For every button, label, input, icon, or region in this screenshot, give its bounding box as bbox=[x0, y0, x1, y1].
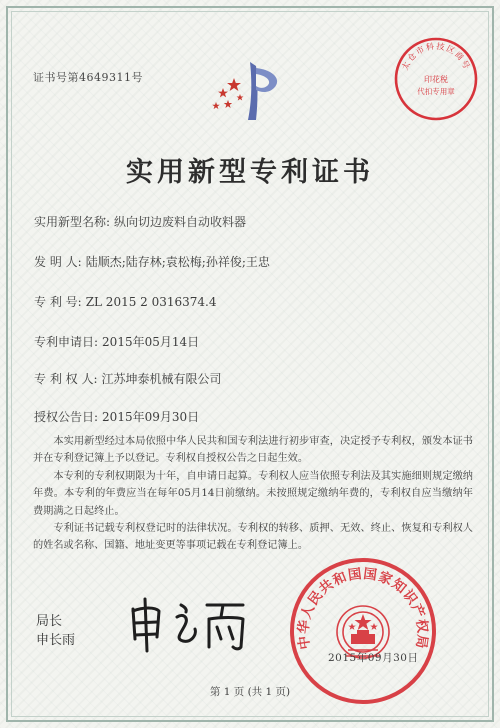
stamp-line-2: 代扣专用章 bbox=[417, 87, 455, 96]
patent-office-emblem-icon bbox=[200, 56, 300, 124]
field-value: 纵向切边废料自动收料器 bbox=[114, 215, 247, 229]
certificate-body bbox=[33, 433, 473, 555]
field-value: ZL 2015 2 0316374.4 bbox=[85, 295, 217, 309]
utility-model-name-row bbox=[34, 213, 246, 230]
stamp-ring-text: 太仓市科技区商号 bbox=[399, 40, 473, 72]
seal-ring-text: 中华人民共和国国家知识产权局 bbox=[295, 565, 431, 651]
certificate-number: 证书号第4649311号 bbox=[33, 71, 143, 84]
body-paragraph: 本实用新型经过本局依照中华人民共和国专利法进行初步审查，决定授予专利权，颁发本证书并在专利登记簿上予以登记。专利权自授权公告之日起生效。 bbox=[33, 436, 473, 465]
field-label: 专 利 号: bbox=[34, 295, 82, 309]
field-label: 实用新型名称: bbox=[34, 215, 111, 229]
field-label: 授权公告日: bbox=[34, 410, 99, 424]
stamp-line-1: 印花税 bbox=[424, 75, 448, 84]
director-title: 局长 bbox=[36, 614, 63, 629]
body-paragraph: 专利证书记载专利权登记时的法律状况。专利权的转移、质押、无效、终止、恢复和专利权人的姓名或名称、国籍、地址变更等事项记载在专利登记簿上。 bbox=[33, 523, 473, 552]
field-value: 2015年05月14日 bbox=[102, 335, 200, 349]
field-value: 2015年09月30日 bbox=[102, 410, 200, 424]
certificate-title: 实用新型专利证书 bbox=[126, 157, 374, 188]
field-value: 江苏坤泰机械有限公司 bbox=[101, 372, 222, 386]
grant-date-row bbox=[34, 408, 199, 425]
tax-stamp bbox=[393, 36, 479, 122]
field-label: 专利申请日: bbox=[34, 335, 99, 349]
director-name: 申长雨 bbox=[36, 633, 76, 648]
inventors-row bbox=[34, 253, 270, 270]
seal-date: 2015年09月30日 bbox=[328, 652, 419, 664]
application-date-row bbox=[34, 333, 199, 350]
field-label: 发 明 人: bbox=[34, 255, 82, 269]
field-label: 专 利 权 人: bbox=[34, 372, 98, 386]
field-value: 陆顺杰;陆存林;袁松梅;孙祥俊;王忠 bbox=[85, 255, 270, 269]
director-signature bbox=[125, 595, 265, 655]
patent-number-row bbox=[34, 293, 217, 310]
page-footer: 第 1 页 (共 1 页) bbox=[209, 686, 291, 698]
patentee-row bbox=[34, 370, 222, 387]
svg-text:太仓市科技区商号 bbox=[400, 41, 473, 72]
body-paragraph: 本专利的专利权期限为十年，自申请日起算。专利权人应当依照专利法及其实施细则规定缴纳年费。本专利的年费应当在每年05月14日前缴纳。未按照规定缴纳年费的，专利权自应当缴纳年费期满之日起终止。 bbox=[33, 470, 473, 517]
